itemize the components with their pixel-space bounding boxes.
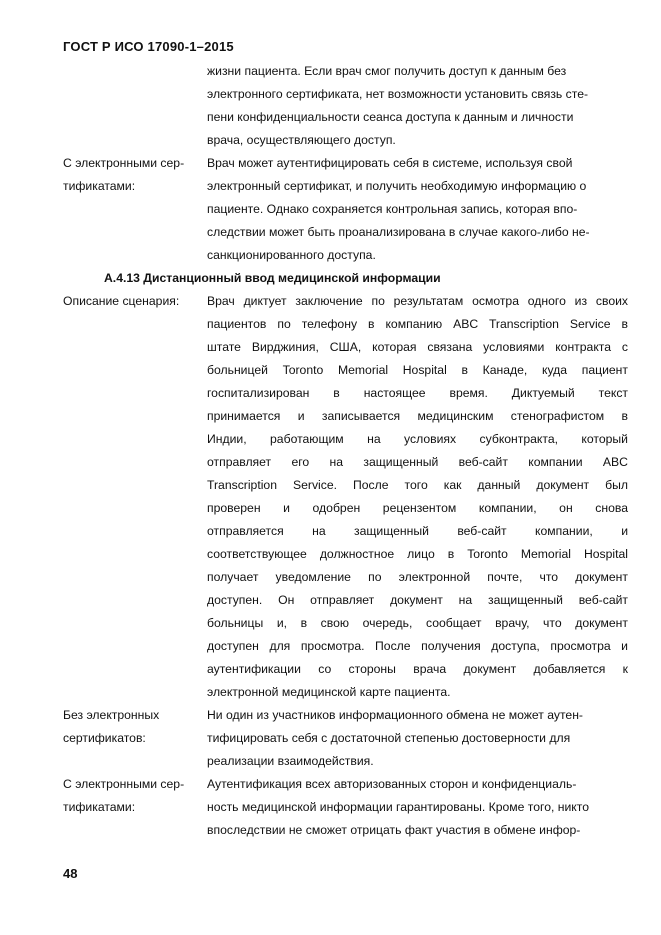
text-line: больницей Toronto Memorial Hospital в Канаде, куда пациент — [207, 363, 628, 377]
text-line: отправляет его на защищенный веб-сайт компании ABC — [207, 455, 628, 469]
row-label: С электронными сер- — [63, 156, 185, 170]
text-line: Transcription Service. После того как данный документ был — [207, 478, 628, 492]
text-line: врача, осуществляющего доступ. — [207, 133, 396, 147]
text-line: Врач диктует заключение по результатам осмотра одного из своих — [207, 294, 628, 308]
text-line: штате Вирджиния, США, которая связана условиями контракта с — [207, 340, 628, 354]
text-line: доступен. Он отправляет документ на защищенный веб-сайт — [207, 593, 628, 607]
text-line: пени конфиденциальности сеанса доступа к данным и личности — [207, 110, 574, 124]
row-label: Описание сценария: — [63, 294, 180, 308]
text-line: ность медицинской информации гарантированы. Кроме того, никто — [207, 800, 589, 814]
text-line: санкционированного доступа. — [207, 248, 376, 262]
text-line: Врач может аутентифицировать себя в системе, используя свой — [207, 156, 573, 170]
text-line: аутентификации со стороны врача документ добавляется к — [207, 662, 628, 676]
text-line: отправляется на защищенный веб-сайт компании, и — [207, 524, 628, 538]
text-line: получает уведомление по электронной почте, что документ — [207, 570, 628, 584]
text-line: электронной медицинской карте пациента. — [207, 685, 451, 699]
row-label: сертификатов: — [63, 731, 146, 745]
page-number: 48 — [63, 866, 78, 881]
row-label: тификатами: — [63, 800, 136, 814]
text-line: тифицировать себя с достаточной степенью достоверности для — [207, 731, 571, 745]
text-line: пациенте. Однако сохраняется контрольная запись, которая впо- — [207, 202, 578, 216]
text-line: реализации взаимодействия. — [207, 754, 374, 768]
section-heading: А.4.13 Дистанционный ввод медицинской информации — [104, 271, 441, 285]
text-line: жизни пациента. Если врач смог получить доступ к данным без — [207, 64, 567, 78]
text-line: Ни один из участников информационного обмена не может аутен- — [207, 708, 583, 722]
text-line: принимается и записывается медицинским стенографистом в — [207, 409, 628, 423]
row-label: Без электронных — [63, 708, 160, 722]
row-label: С электронными сер- — [63, 777, 185, 791]
row-label: тификатами: — [63, 179, 136, 193]
text-line: госпитализирован в настоящее время. Диктуемый текст — [207, 386, 628, 400]
text-line: впоследствии не сможет отрицать факт участия в обмене инфор- — [207, 823, 581, 837]
text-line: следствии может быть проанализирована в случае какого-либо не- — [207, 225, 590, 239]
text-line: проверен и одобрен рецензентом компании, он снова — [207, 501, 628, 515]
text-line: электронный сертификат, и получить необходимую информацию о — [207, 179, 587, 193]
document-header: ГОСТ Р ИСО 17090-1–2015 — [63, 39, 234, 54]
text-line: электронного сертификата, нет возможности установить связь сте- — [207, 87, 589, 101]
text-line: больницы и, в свою очередь, сообщает врачу, что документ — [207, 616, 628, 630]
text-line: Аутентификация всех авторизованных сторон и конфиденциаль- — [207, 777, 577, 791]
text-line: соответствующее должностное лицо в Toronto Memorial Hospital — [207, 547, 628, 561]
text-line: пациентов по телефону в компанию ABC Transcription Service в — [207, 317, 628, 331]
text-line: доступен для просмотра. После получения доступа, просмотра и — [207, 639, 628, 653]
text-line: Индии, работающим на условиях субконтракта, который — [207, 432, 628, 446]
